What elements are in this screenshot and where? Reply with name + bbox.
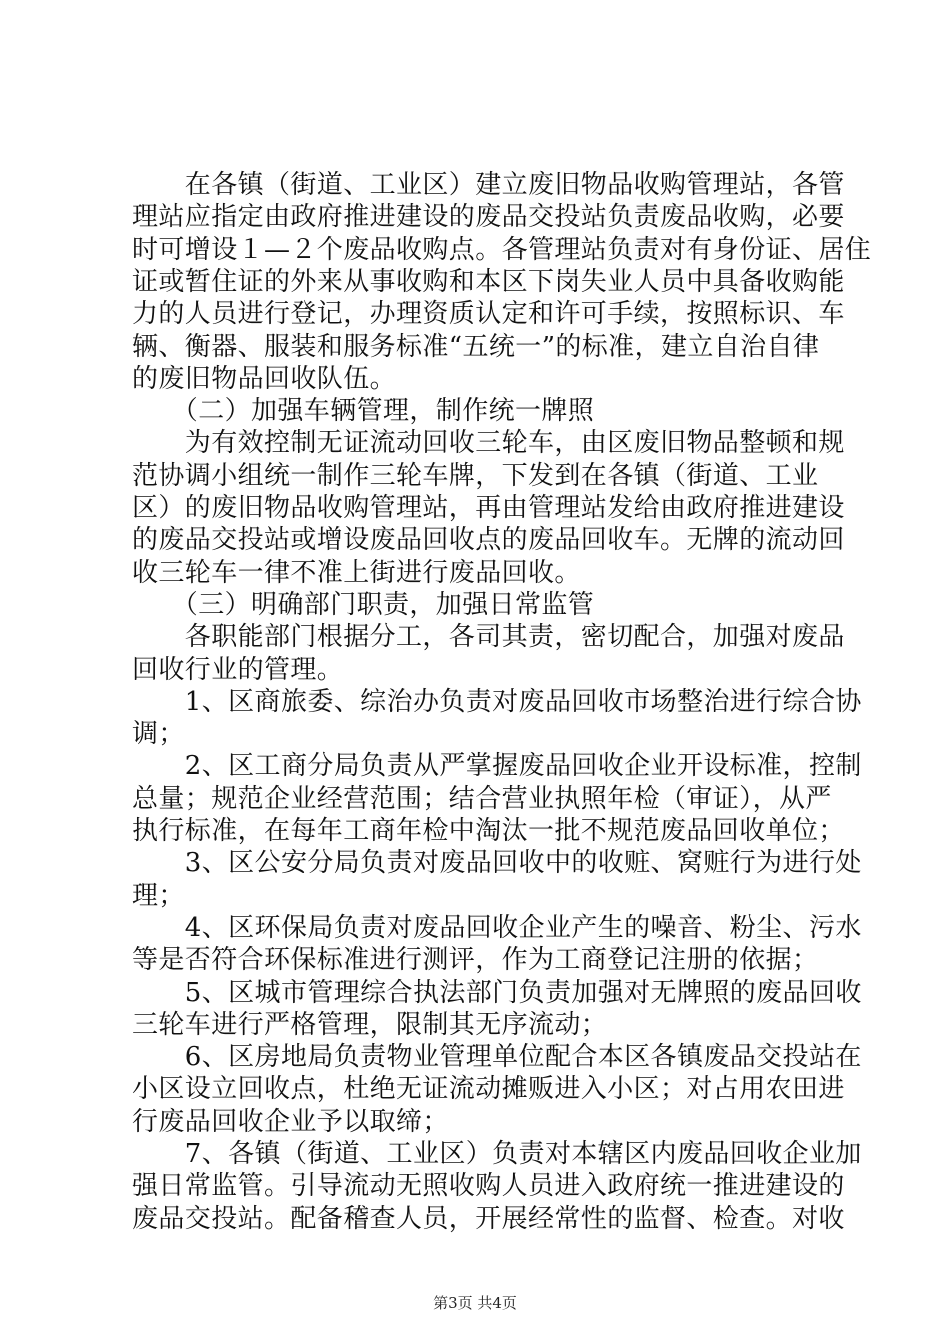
text-line: 3、区公安分局负责对废品回收中的收赃、窝赃行为进行处 bbox=[132, 848, 862, 879]
text-line: 强日常监管。引导流动无照收购人员进入政府统一推进建设的 bbox=[132, 1171, 845, 1202]
text-line: 证或暂住证的外来从事收购和本区下岗失业人员中具备收购能 bbox=[132, 266, 845, 297]
text-line: 小区设立回收点，杜绝无证流动摊贩进入小区；对占用农田进 bbox=[132, 1074, 845, 1105]
text-line: 1、区商旅委、综治办负责对废品回收市场整治进行综合协 bbox=[132, 686, 862, 717]
text-line: 三轮车进行严格管理，限制其无序流动； bbox=[132, 1009, 608, 1040]
section-heading: （三）明确部门职责，加强日常监管 bbox=[132, 589, 595, 620]
text-line: 2、区工商分局负责从严掌握废品回收企业开设标准，控制 bbox=[132, 751, 862, 782]
page-number-footer: 第3页 共4页 bbox=[433, 1294, 517, 1312]
text-line: 废品交投站。配备稽查人员，开展经常性的监督、检查。对收 bbox=[132, 1203, 845, 1234]
text-line: 区）的废旧物品收购管理站，再由管理站发给由政府推进建设 bbox=[132, 493, 845, 523]
text-line: 为有效控制无证流动回收三轮车，由区废旧物品整顿和规 bbox=[132, 428, 845, 459]
text-line: 调； bbox=[132, 719, 185, 750]
text-line: 理； bbox=[132, 880, 185, 911]
text-line: 各职能部门根据分工，各司其责，密切配合，加强对废品 bbox=[132, 622, 845, 653]
text-line: 等是否符合环保标准进行测评，作为工商登记注册的依据； bbox=[132, 945, 819, 976]
text-line: 的废旧物品回收队伍。 bbox=[132, 363, 397, 394]
text-line: 6、区房地局负责物业管理单位配合本区各镇废品交投站在 bbox=[132, 1042, 862, 1073]
text-line: 收三轮车一律不准上街进行废品回收。 bbox=[132, 557, 581, 588]
text-line: 7、各镇（街道、工业区）负责对本辖区内废品回收企业加 bbox=[132, 1139, 862, 1169]
section-heading: （二）加强车辆管理，制作统一牌照 bbox=[132, 396, 595, 427]
text-line: 时可增设１—２个废品收购点。各管理站负责对有身份证、居住 bbox=[132, 234, 872, 265]
text-line: 4、区环保局负责对废品回收企业产生的噪音、粉尘、污水 bbox=[132, 912, 862, 943]
text-line: 辆、衡器、服装和服务标准“五统一”的标准，建立自治自律 bbox=[132, 331, 820, 362]
text-line: 行废品回收企业予以取缔； bbox=[132, 1106, 449, 1137]
text-line: 范协调小组统一制作三轮车牌，下发到在各镇（街道、工业 bbox=[132, 460, 819, 491]
text-line: 总量；规范企业经营范围；结合营业执照年检（审证），从严 bbox=[132, 783, 832, 814]
text-line: 力的人员进行登记，办理资质认定和许可手续，按照标识、车 bbox=[132, 299, 845, 330]
text-line: 5、区城市管理综合执法部门负责加强对无牌照的废品回收 bbox=[132, 977, 862, 1008]
text-line: 的废品交投站或增设废品回收点的废品回收车。无牌的流动回 bbox=[132, 525, 845, 556]
text-line: 执行标准，在每年工商年检中淘汰一批不规范废品回收单位； bbox=[132, 816, 845, 846]
text-line: 在各镇（街道、工业区）建立废旧物品收购管理站，各管 bbox=[132, 170, 845, 200]
text-line: 理站应指定由政府推进建设的废品交投站负责废品收购，必要 bbox=[132, 202, 845, 233]
text-line: 回收行业的管理。 bbox=[132, 654, 344, 685]
